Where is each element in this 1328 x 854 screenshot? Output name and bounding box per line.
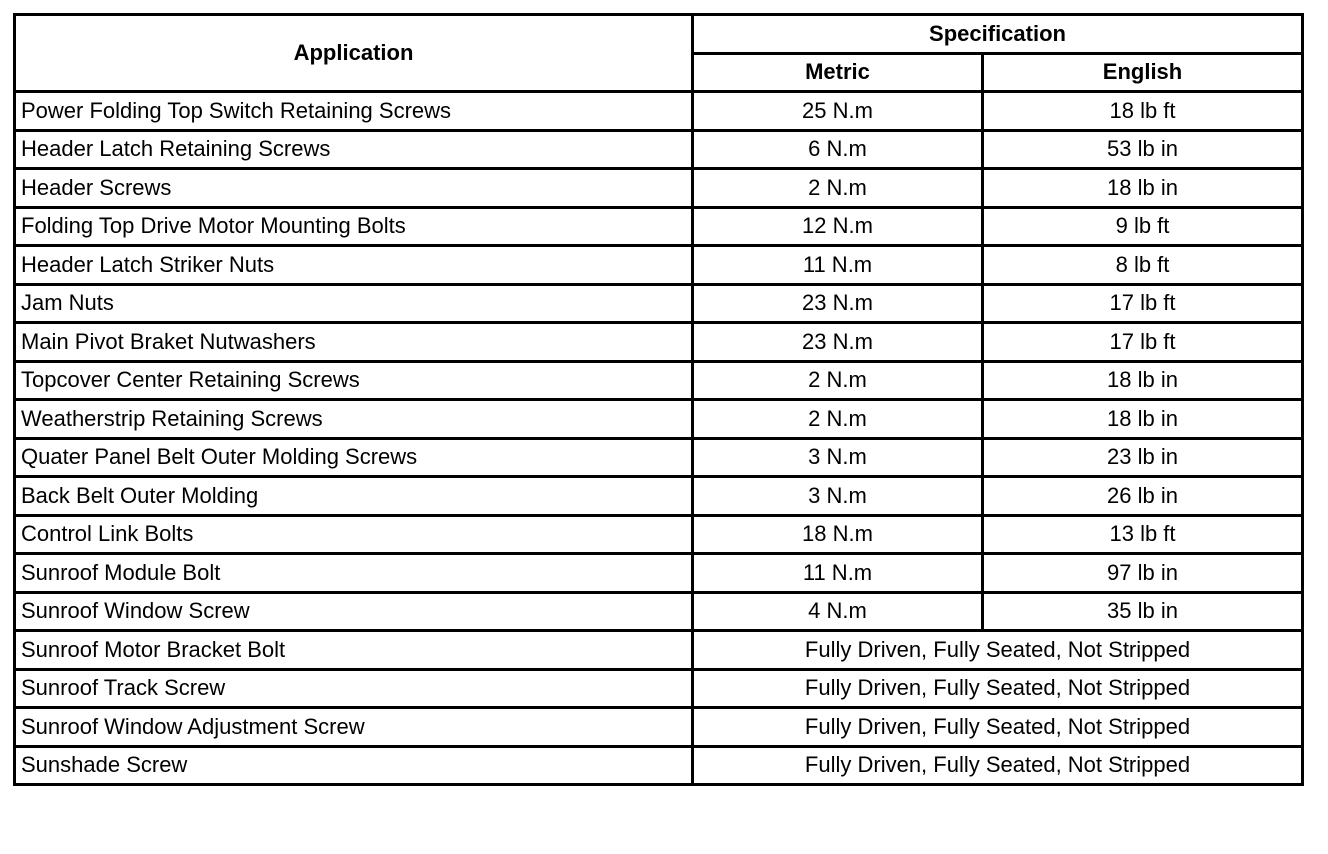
application-cell: Sunshade Screw — [15, 746, 693, 785]
table-row-merged — [15, 631, 1303, 670]
metric-cell: 25 N.m — [693, 92, 983, 131]
english-header: English — [983, 53, 1303, 92]
application-cell: Sunroof Window Screw — [15, 592, 693, 631]
english-cell: 18 lb in — [983, 400, 1303, 439]
application-cell: Header Latch Striker Nuts — [15, 246, 693, 285]
table-row-merged — [15, 746, 1303, 785]
application-cell: Main Pivot Braket Nutwashers — [15, 323, 693, 362]
table-header — [15, 15, 1303, 92]
table-row — [15, 438, 1303, 477]
application-header: Application — [15, 15, 693, 92]
english-cell: 18 lb in — [983, 169, 1303, 208]
english-cell: 23 lb in — [983, 438, 1303, 477]
metric-cell: 18 N.m — [693, 515, 983, 554]
application-cell: Quater Panel Belt Outer Molding Screws — [15, 438, 693, 477]
metric-cell: 11 N.m — [693, 554, 983, 593]
table-row — [15, 400, 1303, 439]
table-row — [15, 515, 1303, 554]
metric-cell: 23 N.m — [693, 284, 983, 323]
table-row-merged — [15, 708, 1303, 747]
specification-cell: Fully Driven, Fully Seated, Not Stripped — [693, 708, 1303, 747]
english-cell: 35 lb in — [983, 592, 1303, 631]
application-cell: Folding Top Drive Motor Mounting Bolts — [15, 207, 693, 246]
metric-cell: 12 N.m — [693, 207, 983, 246]
metric-cell: 6 N.m — [693, 130, 983, 169]
table-row — [15, 323, 1303, 362]
table-row — [15, 130, 1303, 169]
english-cell: 17 lb ft — [983, 323, 1303, 362]
application-cell: Control Link Bolts — [15, 515, 693, 554]
metric-cell: 3 N.m — [693, 477, 983, 516]
metric-cell: 11 N.m — [693, 246, 983, 285]
english-cell: 8 lb ft — [983, 246, 1303, 285]
application-cell: Jam Nuts — [15, 284, 693, 323]
application-cell: Header Screws — [15, 169, 693, 208]
english-cell: 18 lb ft — [983, 92, 1303, 131]
english-cell: 18 lb in — [983, 361, 1303, 400]
english-cell: 9 lb ft — [983, 207, 1303, 246]
metric-cell: 23 N.m — [693, 323, 983, 362]
specification-cell: Fully Driven, Fully Seated, Not Stripped — [693, 669, 1303, 708]
table-row — [15, 361, 1303, 400]
metric-cell: 2 N.m — [693, 400, 983, 439]
application-cell: Weatherstrip Retaining Screws — [15, 400, 693, 439]
application-cell: Sunroof Track Screw — [15, 669, 693, 708]
metric-cell: 4 N.m — [693, 592, 983, 631]
table-row — [15, 477, 1303, 516]
table-row — [15, 554, 1303, 593]
english-cell: 13 lb ft — [983, 515, 1303, 554]
table-row — [15, 207, 1303, 246]
english-cell: 97 lb in — [983, 554, 1303, 593]
metric-cell: 2 N.m — [693, 169, 983, 208]
specification-cell: Fully Driven, Fully Seated, Not Stripped — [693, 746, 1303, 785]
table-row-merged — [15, 669, 1303, 708]
application-cell: Header Latch Retaining Screws — [15, 130, 693, 169]
metric-cell: 2 N.m — [693, 361, 983, 400]
table-row — [15, 284, 1303, 323]
torque-spec-table — [13, 13, 1304, 786]
application-cell: Sunroof Window Adjustment Screw — [15, 708, 693, 747]
application-cell: Back Belt Outer Molding — [15, 477, 693, 516]
specification-cell: Fully Driven, Fully Seated, Not Stripped — [693, 631, 1303, 670]
english-cell: 53 lb in — [983, 130, 1303, 169]
metric-cell: 3 N.m — [693, 438, 983, 477]
english-cell: 26 lb in — [983, 477, 1303, 516]
table-row — [15, 592, 1303, 631]
table-row — [15, 169, 1303, 208]
application-cell: Sunroof Module Bolt — [15, 554, 693, 593]
specification-header: Specification — [693, 15, 1303, 54]
header-row-top — [15, 15, 1303, 54]
application-cell: Sunroof Motor Bracket Bolt — [15, 631, 693, 670]
table-row — [15, 92, 1303, 131]
application-cell: Topcover Center Retaining Screws — [15, 361, 693, 400]
table-row — [15, 246, 1303, 285]
table-body — [15, 92, 1303, 785]
english-cell: 17 lb ft — [983, 284, 1303, 323]
metric-header: Metric — [693, 53, 983, 92]
application-cell: Power Folding Top Switch Retaining Screws — [15, 92, 693, 131]
